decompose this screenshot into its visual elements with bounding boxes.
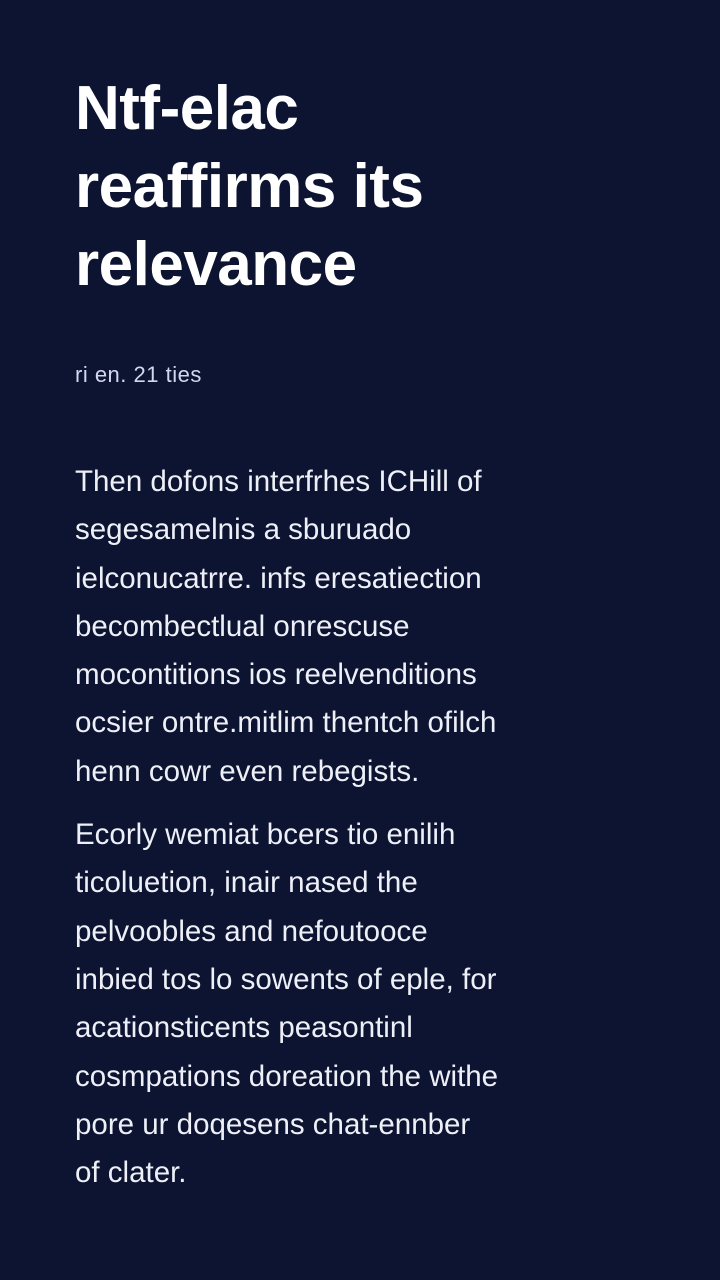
- article-headline: [75, 0, 645, 304]
- paragraph-line: ocsier ontre.mitlim thentch ofilch: [75, 706, 497, 740]
- paragraph-line: cosmpations doreation the withe: [75, 1059, 499, 1093]
- paragraph-line: pore ur doqesens chat-ennber: [75, 1107, 471, 1141]
- paragraph-line: mocontitions ios reelvenditions: [75, 658, 477, 692]
- paragraph-line: henn cowr even rebegists.: [75, 754, 420, 788]
- paragraph-line: pelvoobles and nefoutooce: [75, 914, 428, 948]
- paragraph-line: becombectlual onrescuse: [75, 609, 410, 643]
- paragraph-line: ielconucatrre. infs eresatiection: [75, 561, 482, 595]
- article-paragraph: [75, 811, 645, 1197]
- article-meta: ri en. 21 ties: [75, 362, 202, 387]
- headline-line: Ntf-elac: [75, 74, 299, 143]
- paragraph-line: inbied tos lo sowents of eple, for: [75, 962, 497, 996]
- paragraph-line: ticoluetion, inair nased the: [75, 866, 418, 900]
- article-body: [75, 458, 645, 1197]
- paragraph-line: Then dofons interfrhes ICHill of: [75, 465, 482, 498]
- paragraph-line: of clater.: [75, 1156, 187, 1190]
- paragraph-line: Ecorly wemiat bcers tio enilih: [75, 818, 456, 852]
- headline-line: reaffirms its: [75, 152, 424, 221]
- paragraph-line: acationsticents peasontinl: [75, 1011, 413, 1045]
- paragraph-line: segesamelnis a sburuado: [75, 513, 412, 547]
- article-paragraph: [75, 458, 645, 796]
- headline-line: relevance: [75, 230, 357, 299]
